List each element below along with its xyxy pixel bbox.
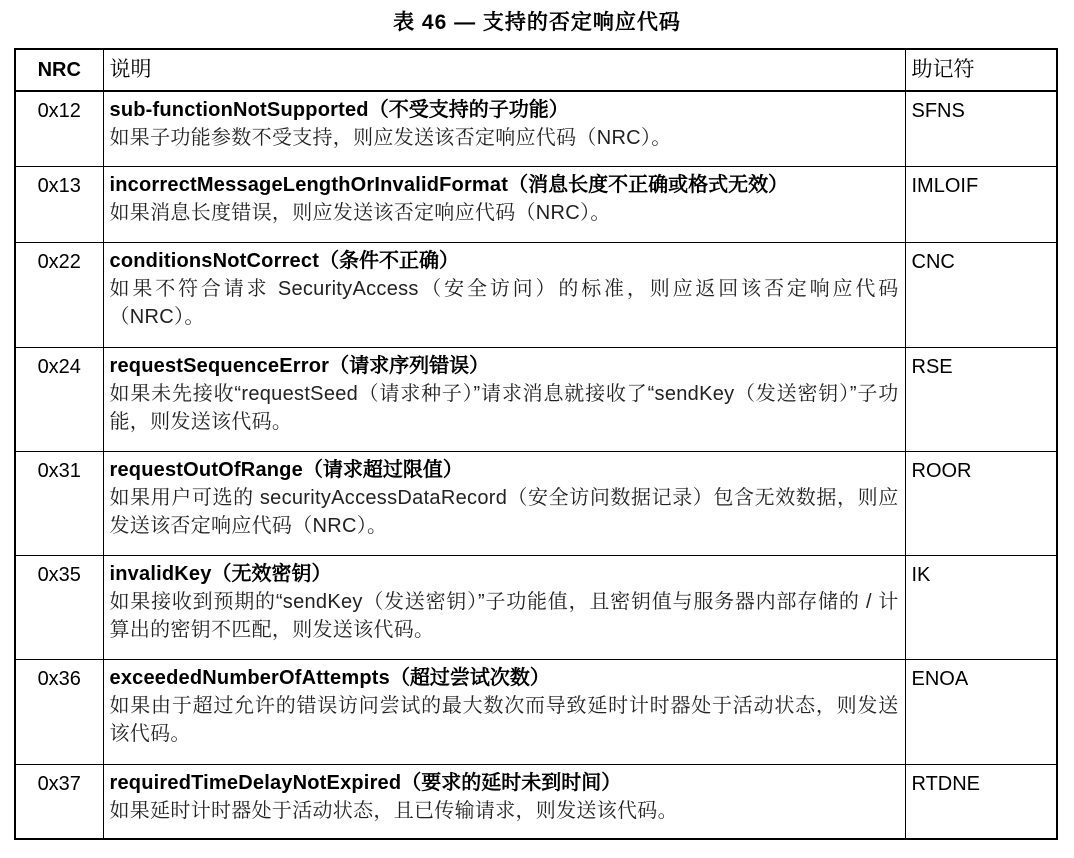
table-row bbox=[15, 242, 1057, 347]
table-row bbox=[15, 555, 1057, 659]
nrc-code: 0x22 bbox=[15, 242, 103, 347]
nrc-name-translation: （条件不正确） bbox=[319, 249, 460, 272]
header-nrc: NRC bbox=[15, 49, 103, 91]
table-row bbox=[15, 91, 1057, 166]
nrc-name-translation: （消息长度不正确或格式无效） bbox=[508, 173, 789, 196]
nrc-table bbox=[14, 48, 1058, 840]
nrc-description: 如果不符合请求 SecurityAccess（安全访问）的标准，则应返回该否定响应代码（NRC）。 bbox=[109, 277, 899, 328]
nrc-description: 如果用户可选的 securityAccessDataRecord（安全访问数据记录）包含无效数据，则应发送该否定响应代码（NRC）。 bbox=[109, 486, 899, 537]
nrc-name-translation: （无效密钥） bbox=[211, 562, 332, 585]
nrc-code: 0x36 bbox=[15, 659, 103, 764]
mnemonic: ROOR bbox=[905, 451, 1057, 555]
header-row bbox=[15, 49, 1057, 91]
nrc-code: 0x31 bbox=[15, 451, 103, 555]
description-cell bbox=[103, 166, 905, 242]
nrc-code: 0x12 bbox=[15, 91, 103, 166]
nrc-code: 0x13 bbox=[15, 166, 103, 242]
nrc-name: requiredTimeDelayNotExpired bbox=[109, 771, 402, 794]
nrc-description: 如果子功能参数不受支持，则应发送该否定响应代码（NRC）。 bbox=[109, 127, 672, 149]
description-cell bbox=[103, 347, 905, 451]
nrc-name: incorrectMessageLengthOrInvalidFormat bbox=[109, 173, 509, 196]
nrc-code: 0x37 bbox=[15, 764, 103, 839]
mnemonic: IK bbox=[905, 555, 1057, 659]
nrc-name: requestSequenceError bbox=[109, 354, 330, 377]
description-cell bbox=[103, 659, 905, 764]
nrc-name: requestOutOfRange bbox=[109, 458, 303, 481]
description-cell bbox=[103, 242, 905, 347]
mnemonic: IMLOIF bbox=[905, 166, 1057, 242]
nrc-name: exceededNumberOfAttempts bbox=[109, 666, 390, 689]
nrc-name-translation: （请求超过限值） bbox=[302, 458, 463, 481]
table-row bbox=[15, 764, 1057, 839]
description-cell bbox=[103, 451, 905, 555]
nrc-description: 如果由于超过允许的错误访问尝试的最大数次而导致延时计时器处于活动状态，则发送该代码。 bbox=[109, 694, 899, 745]
nrc-name-translation: （超过尝试次数） bbox=[389, 666, 550, 689]
header-description: 说明 bbox=[103, 49, 905, 91]
description-cell bbox=[103, 555, 905, 659]
nrc-code: 0x24 bbox=[15, 347, 103, 451]
nrc-name-translation: （要求的延时未到时间） bbox=[401, 771, 622, 794]
nrc-name-translation: （请求序列错误） bbox=[329, 354, 490, 377]
table-row bbox=[15, 451, 1057, 555]
nrc-name-translation: （不受支持的子功能） bbox=[368, 99, 569, 121]
table-body bbox=[15, 91, 1057, 839]
nrc-description: 如果消息长度错误，则应发送该否定响应代码（NRC）。 bbox=[109, 201, 611, 224]
mnemonic: CNC bbox=[905, 242, 1057, 347]
nrc-code: 0x35 bbox=[15, 555, 103, 659]
nrc-name: sub-functionNotSupported bbox=[109, 99, 369, 121]
table-row bbox=[15, 166, 1057, 242]
description-cell bbox=[103, 764, 905, 839]
nrc-description: 如果接收到预期的“sendKey（发送密钥）”子功能值，且密钥值与服务器内部存储的 / 计算出的密钥不匹配，则发送该代码。 bbox=[109, 590, 899, 641]
header-mnemonic: 助记符 bbox=[905, 49, 1057, 91]
table-caption: 表 46 — 支持的否定响应代码 bbox=[393, 11, 681, 34]
mnemonic: ENOA bbox=[905, 659, 1057, 764]
nrc-description: 如果未先接收“requestSeed（请求种子）”请求消息就接收了“sendKey（发送密钥）”子功能，则发送该代码。 bbox=[109, 382, 899, 433]
description-cell bbox=[103, 91, 905, 166]
mnemonic: SFNS bbox=[905, 91, 1057, 166]
nrc-name: invalidKey bbox=[109, 562, 212, 585]
mnemonic: RSE bbox=[905, 347, 1057, 451]
table-row bbox=[15, 347, 1057, 451]
table-row bbox=[15, 659, 1057, 764]
nrc-description: 如果延时计时器处于活动状态，且已传输请求，则发送该代码。 bbox=[109, 799, 678, 822]
nrc-name: conditionsNotCorrect bbox=[109, 249, 320, 272]
mnemonic: RTDNE bbox=[905, 764, 1057, 839]
